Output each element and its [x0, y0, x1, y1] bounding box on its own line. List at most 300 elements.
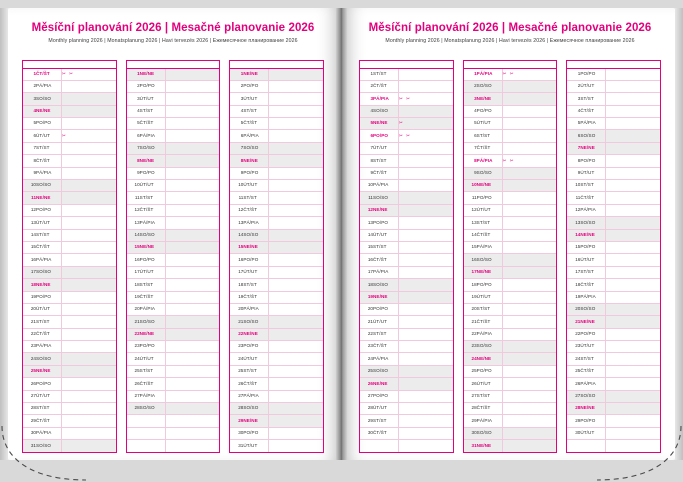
day-note[interactable] [399, 378, 453, 390]
day-note[interactable] [606, 353, 660, 365]
day-note[interactable] [399, 130, 453, 142]
day-note[interactable] [502, 69, 556, 81]
day-number: 12 [360, 204, 373, 216]
day-row [127, 328, 220, 340]
day-note[interactable] [165, 130, 219, 142]
day-note[interactable] [165, 440, 219, 452]
day-note[interactable] [269, 266, 323, 278]
day-number: 25 [360, 365, 373, 377]
day-note[interactable] [62, 118, 116, 130]
day-note[interactable] [399, 303, 453, 315]
day-note[interactable] [165, 180, 219, 192]
day-row [464, 241, 557, 253]
day-note[interactable] [165, 241, 219, 253]
day-of-week: SO/SO [477, 427, 503, 439]
day-number: 19 [23, 291, 36, 303]
day-note[interactable] [399, 204, 453, 216]
day-row [360, 390, 453, 402]
day-note[interactable] [502, 291, 556, 303]
day-note[interactable] [502, 142, 556, 154]
day-note[interactable] [62, 80, 116, 92]
day-note[interactable] [399, 266, 453, 278]
day-of-week [140, 415, 166, 427]
day-of-week: NE/NE [243, 415, 269, 427]
day-note[interactable] [269, 303, 323, 315]
month-day-table [464, 69, 557, 452]
day-note[interactable] [502, 180, 556, 192]
day-note[interactable] [399, 440, 453, 452]
day-note[interactable] [399, 390, 453, 402]
day-note[interactable] [165, 167, 219, 179]
day-note[interactable] [502, 204, 556, 216]
day-note[interactable] [606, 69, 660, 81]
day-row [567, 105, 660, 117]
day-number: 8 [230, 155, 243, 167]
day-note[interactable] [502, 167, 556, 179]
day-row [23, 217, 116, 229]
day-note[interactable] [269, 204, 323, 216]
day-row [464, 167, 557, 179]
day-of-week: ÚT/UT [36, 130, 62, 142]
day-of-week [373, 440, 399, 452]
day-of-week: SO/SO [477, 254, 503, 266]
day-note[interactable] [62, 105, 116, 117]
day-note[interactable] [62, 167, 116, 179]
day-note[interactable] [165, 93, 219, 105]
day-note[interactable] [502, 279, 556, 291]
day-note[interactable] [165, 192, 219, 204]
day-note[interactable] [606, 365, 660, 377]
day-of-week: PÁ/PIA [373, 353, 399, 365]
day-row [567, 204, 660, 216]
day-number: 9 [127, 167, 140, 179]
month-day-table [567, 69, 660, 452]
day-note[interactable] [269, 105, 323, 117]
day-row [127, 69, 220, 81]
day-note[interactable] [502, 80, 556, 92]
day-note[interactable] [502, 254, 556, 266]
day-note[interactable] [606, 80, 660, 92]
day-note[interactable] [269, 180, 323, 192]
day-number: 13 [567, 217, 580, 229]
day-note[interactable] [606, 142, 660, 154]
day-note[interactable] [399, 155, 453, 167]
day-note[interactable] [606, 378, 660, 390]
day-note[interactable] [399, 93, 453, 105]
day-of-week: ČT/ŠT [36, 328, 62, 340]
day-row [567, 130, 660, 142]
day-note[interactable] [269, 229, 323, 241]
day-of-week: ÚT/UT [36, 303, 62, 315]
day-note[interactable] [399, 118, 453, 130]
day-note[interactable] [269, 440, 323, 452]
day-note[interactable] [165, 69, 219, 81]
day-note[interactable] [502, 229, 556, 241]
day-note[interactable] [399, 217, 453, 229]
month-column [566, 60, 661, 453]
day-note[interactable] [606, 180, 660, 192]
day-note[interactable] [269, 130, 323, 142]
day-note[interactable] [502, 341, 556, 353]
day-of-week: ÚT/UT [243, 180, 269, 192]
day-row [360, 80, 453, 92]
day-number: 28 [567, 403, 580, 415]
day-note[interactable] [606, 93, 660, 105]
day-note[interactable] [502, 390, 556, 402]
page-title: Měsíční planování 2026 | Mesačné planovanie 2026 [31, 22, 315, 34]
day-of-week: SO/SO [36, 93, 62, 105]
day-note[interactable] [62, 266, 116, 278]
day-row [360, 217, 453, 229]
day-note[interactable] [606, 118, 660, 130]
day-of-week: ČT/ŠT [373, 427, 399, 439]
day-note[interactable] [399, 192, 453, 204]
day-note[interactable] [502, 93, 556, 105]
day-note[interactable] [606, 390, 660, 402]
day-row [464, 192, 557, 204]
day-of-week: ST/ST [477, 130, 503, 142]
day-note[interactable] [399, 291, 453, 303]
day-note[interactable] [502, 241, 556, 253]
day-note[interactable] [62, 316, 116, 328]
day-of-week: ČT/ŠT [140, 378, 166, 390]
day-row [360, 291, 453, 303]
day-note[interactable] [399, 427, 453, 439]
day-number: 23 [567, 341, 580, 353]
day-number: 30 [230, 427, 243, 439]
day-note[interactable] [165, 229, 219, 241]
day-note[interactable] [269, 118, 323, 130]
day-note[interactable] [269, 241, 323, 253]
day-note[interactable] [165, 328, 219, 340]
day-note[interactable] [502, 303, 556, 315]
day-note[interactable] [165, 217, 219, 229]
day-of-week: ÚT/UT [373, 403, 399, 415]
day-note[interactable] [399, 105, 453, 117]
day-note[interactable] [165, 118, 219, 130]
day-row [567, 93, 660, 105]
day-of-week: PO/PO [580, 415, 606, 427]
day-row [23, 204, 116, 216]
day-number: 2 [360, 80, 373, 92]
day-note[interactable] [62, 328, 116, 340]
day-note[interactable] [269, 192, 323, 204]
day-number: 4 [567, 105, 580, 117]
day-of-week: SO/SO [140, 403, 166, 415]
day-number: 17 [23, 266, 36, 278]
day-note[interactable] [269, 427, 323, 439]
day-note[interactable] [502, 328, 556, 340]
day-of-week: ÚT/UT [580, 254, 606, 266]
day-row [23, 353, 116, 365]
day-note[interactable] [62, 229, 116, 241]
day-note[interactable] [606, 229, 660, 241]
day-note[interactable] [62, 93, 116, 105]
day-row [567, 328, 660, 340]
day-number [127, 440, 140, 452]
day-note[interactable] [502, 365, 556, 377]
day-note[interactable] [62, 217, 116, 229]
day-number: 20 [23, 303, 36, 315]
day-note[interactable] [62, 378, 116, 390]
day-number: 28 [127, 403, 140, 415]
day-note[interactable] [269, 341, 323, 353]
day-number: 23 [464, 341, 477, 353]
day-note[interactable] [165, 254, 219, 266]
day-note[interactable] [269, 291, 323, 303]
day-note[interactable] [399, 279, 453, 291]
holiday-marker-icon: ✂ ✂ [62, 70, 74, 76]
day-note[interactable] [269, 390, 323, 402]
day-note[interactable] [269, 167, 323, 179]
day-note[interactable] [606, 266, 660, 278]
day-note[interactable] [269, 403, 323, 415]
day-row [127, 279, 220, 291]
day-note[interactable] [165, 279, 219, 291]
day-note[interactable] [62, 341, 116, 353]
day-note[interactable] [269, 93, 323, 105]
day-note[interactable] [502, 155, 556, 167]
day-of-week: PO/PO [580, 69, 606, 81]
day-note[interactable] [399, 341, 453, 353]
day-number: 5 [464, 118, 477, 130]
day-note[interactable] [165, 316, 219, 328]
day-number: 20 [230, 303, 243, 315]
day-note[interactable] [269, 353, 323, 365]
day-number: 4 [127, 105, 140, 117]
day-row [567, 80, 660, 92]
day-note[interactable] [502, 440, 556, 452]
day-row [464, 69, 557, 81]
day-note[interactable] [269, 328, 323, 340]
day-note[interactable] [62, 180, 116, 192]
day-note[interactable] [399, 328, 453, 340]
day-note[interactable] [269, 365, 323, 377]
day-of-week: PO/PO [36, 378, 62, 390]
day-of-week: PÁ/PIA [243, 390, 269, 402]
day-row [360, 167, 453, 179]
day-note[interactable] [606, 291, 660, 303]
day-row [464, 80, 557, 92]
day-note[interactable] [165, 155, 219, 167]
day-of-week: ÚT/UT [373, 316, 399, 328]
day-of-week: PÁ/PIA [580, 291, 606, 303]
day-row [127, 93, 220, 105]
day-note[interactable] [606, 341, 660, 353]
day-of-week: NE/NE [36, 365, 62, 377]
day-note[interactable] [502, 403, 556, 415]
day-note[interactable] [399, 229, 453, 241]
day-note[interactable] [399, 415, 453, 427]
day-row [23, 142, 116, 154]
day-note[interactable] [62, 303, 116, 315]
day-note[interactable] [165, 341, 219, 353]
day-number: 15 [360, 241, 373, 253]
day-note[interactable] [62, 142, 116, 154]
day-note[interactable] [606, 105, 660, 117]
day-note[interactable] [62, 155, 116, 167]
day-of-week: PÁ/PIA [477, 69, 503, 81]
month-column [359, 60, 454, 453]
day-note[interactable] [62, 254, 116, 266]
day-note[interactable] [269, 217, 323, 229]
holiday-marker-icon: ✂ ✂ [399, 95, 411, 101]
day-of-week: NE/NE [373, 204, 399, 216]
day-note[interactable] [165, 204, 219, 216]
day-row [464, 105, 557, 117]
day-number: 13 [127, 217, 140, 229]
day-number: 12 [567, 204, 580, 216]
day-note[interactable] [165, 266, 219, 278]
day-note[interactable] [606, 130, 660, 142]
day-note[interactable] [399, 365, 453, 377]
day-note[interactable] [62, 365, 116, 377]
day-note[interactable] [269, 254, 323, 266]
day-note[interactable] [502, 192, 556, 204]
day-note[interactable] [269, 316, 323, 328]
day-note[interactable] [269, 80, 323, 92]
day-note[interactable] [165, 353, 219, 365]
day-note[interactable] [399, 69, 453, 81]
day-number: 27 [360, 390, 373, 402]
day-number: 9 [464, 167, 477, 179]
day-note[interactable] [399, 80, 453, 92]
day-note[interactable] [606, 167, 660, 179]
day-note[interactable] [502, 130, 556, 142]
day-note[interactable] [606, 217, 660, 229]
day-of-week: ÚT/UT [580, 341, 606, 353]
day-row [230, 241, 323, 253]
day-row [23, 118, 116, 130]
day-number: 4 [23, 105, 36, 117]
day-row [127, 440, 220, 452]
day-note[interactable] [165, 365, 219, 377]
day-note[interactable] [62, 192, 116, 204]
day-of-week: ÚT/UT [373, 229, 399, 241]
day-note[interactable] [62, 130, 116, 142]
day-note[interactable] [399, 353, 453, 365]
day-note[interactable] [606, 192, 660, 204]
day-row [567, 303, 660, 315]
day-note[interactable] [165, 291, 219, 303]
day-note[interactable] [269, 378, 323, 390]
day-note[interactable] [502, 105, 556, 117]
day-of-week: ÚT/UT [36, 217, 62, 229]
day-number: 21 [360, 316, 373, 328]
day-row [567, 365, 660, 377]
day-note[interactable] [62, 204, 116, 216]
day-note[interactable] [502, 427, 556, 439]
day-note[interactable] [165, 80, 219, 92]
day-row [230, 303, 323, 315]
day-row [360, 440, 453, 452]
day-note[interactable] [165, 390, 219, 402]
day-number: 9 [360, 167, 373, 179]
day-note[interactable] [269, 142, 323, 154]
day-of-week: ST/ST [580, 180, 606, 192]
day-note[interactable] [165, 403, 219, 415]
day-row [230, 341, 323, 353]
day-note[interactable] [399, 316, 453, 328]
day-of-week: SO/SO [140, 142, 166, 154]
day-note[interactable] [62, 279, 116, 291]
day-note[interactable] [606, 303, 660, 315]
day-number: 15 [464, 241, 477, 253]
day-note[interactable] [165, 378, 219, 390]
day-note[interactable] [165, 415, 219, 427]
day-note[interactable] [399, 403, 453, 415]
day-of-week: ST/ST [477, 390, 503, 402]
day-number: 10 [464, 180, 477, 192]
day-number: 15 [567, 241, 580, 253]
day-note[interactable] [502, 266, 556, 278]
day-of-week: PO/PO [140, 254, 166, 266]
day-note[interactable] [62, 241, 116, 253]
day-note[interactable] [165, 105, 219, 117]
day-of-week: PO/PO [243, 254, 269, 266]
day-number: 21 [127, 316, 140, 328]
day-note[interactable] [502, 353, 556, 365]
day-note[interactable] [399, 241, 453, 253]
day-row [230, 142, 323, 154]
day-note[interactable] [165, 142, 219, 154]
day-note[interactable] [165, 303, 219, 315]
day-row [23, 266, 116, 278]
day-of-week: ÚT/UT [477, 378, 503, 390]
day-number: 23 [360, 341, 373, 353]
day-row [464, 365, 557, 377]
day-row [23, 291, 116, 303]
day-number: 25 [127, 365, 140, 377]
day-note[interactable] [62, 353, 116, 365]
day-note[interactable] [502, 217, 556, 229]
day-number: 30 [23, 427, 36, 439]
day-note[interactable] [269, 415, 323, 427]
day-note[interactable] [399, 254, 453, 266]
day-number: 31 [238, 442, 244, 448]
day-note[interactable] [606, 241, 660, 253]
day-note[interactable] [502, 316, 556, 328]
day-of-week: NE/NE [140, 241, 166, 253]
day-note[interactable] [399, 142, 453, 154]
day-note[interactable] [606, 316, 660, 328]
day-note[interactable] [62, 390, 116, 402]
day-number: 1 [127, 69, 140, 81]
day-note[interactable] [502, 118, 556, 130]
day-note[interactable] [269, 69, 323, 81]
day-note[interactable] [62, 291, 116, 303]
day-note[interactable] [62, 69, 116, 81]
day-note[interactable] [165, 427, 219, 439]
day-note[interactable] [502, 415, 556, 427]
day-note[interactable] [606, 155, 660, 167]
day-number: 20 [360, 303, 373, 315]
day-note[interactable] [502, 378, 556, 390]
day-row [464, 180, 557, 192]
day-number: 15 [230, 241, 243, 253]
day-note[interactable] [606, 254, 660, 266]
day-note[interactable] [606, 328, 660, 340]
day-row [23, 303, 116, 315]
day-note[interactable] [399, 167, 453, 179]
day-note[interactable] [606, 204, 660, 216]
day-note[interactable] [269, 279, 323, 291]
day-note[interactable] [269, 155, 323, 167]
day-number: 7 [464, 142, 477, 154]
day-note[interactable] [606, 279, 660, 291]
day-row [23, 316, 116, 328]
day-note[interactable] [399, 180, 453, 192]
